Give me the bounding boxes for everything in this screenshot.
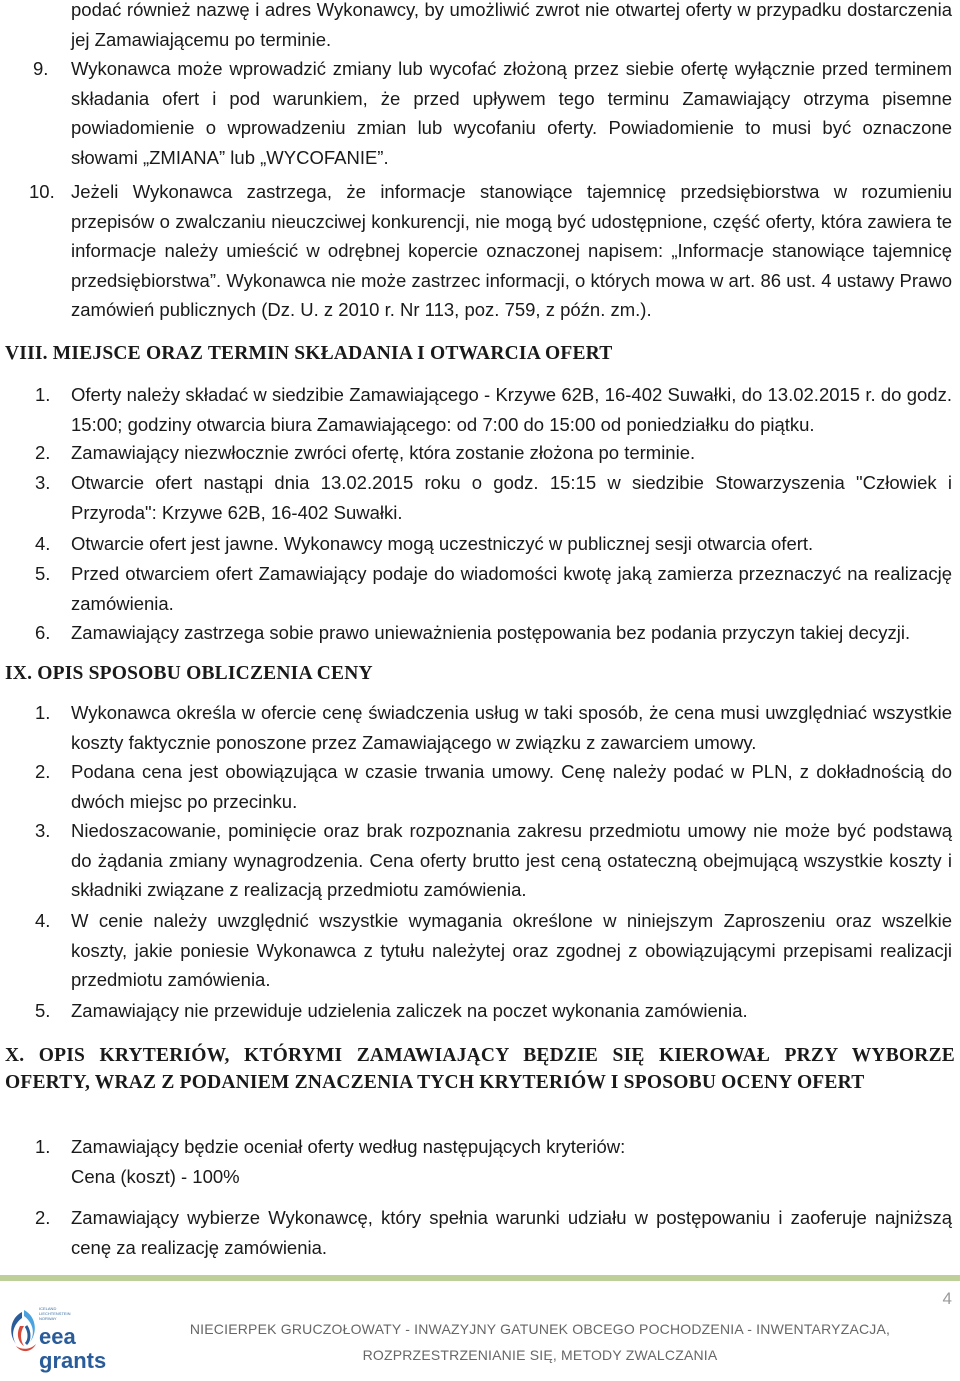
eea-grants-logo bbox=[0, 1300, 118, 1380]
list-text: Zamawiający zastrzega sobie prawo unieważnienia postępowania bez podania przyczyn takiej decyzji. bbox=[71, 622, 911, 643]
list-number: 5. bbox=[35, 1000, 51, 1021]
paragraph-text: podać również nazwę i adres Wykonawcy, by umożliwić zwrot nie otwartej oferty w przypadku dostarczenia jej Zamawiającemu po terminie. bbox=[71, 0, 952, 50]
list-text: Wykonawca określa w ofercie cenę świadczenia usług w taki sposób, że cena musi uwzględniać wszystkie koszty faktycznie ponoszone przez Zamawiającego w związku z zawarciem umowy. bbox=[71, 702, 952, 753]
list-text: Otwarcie ofert nastąpi dnia 13.02.2015 roku o godz. 15:15 w siedzibie Stowarzyszenia "Człowiek i Przyroda": Krzywe 62B, 16-402 Suwałki. bbox=[71, 472, 952, 523]
section-heading-ix: IX. OPIS SPOSOBU OBLICZENIA CENY bbox=[5, 663, 373, 684]
footer-project-title-line2: ROZPRZESTRZENIANIE SIĘ, METODY ZWALCZANIA bbox=[362, 1347, 718, 1363]
list-number: 5. bbox=[35, 563, 51, 584]
list-number: 3. bbox=[35, 820, 51, 841]
list-text: Zamawiający nie przewiduje udzielenia zaliczek na poczet wykonania zamówienia. bbox=[71, 1000, 748, 1021]
list-text: Zamawiający wybierze Wykonawcę, który spełnia warunki udziału w postępowaniu i zaoferuje najniższą cenę za realizację zamówienia. bbox=[71, 1207, 952, 1258]
list-text: Wykonawca może wprowadzić zmiany lub wycofać złożoną przez siebie ofertę wyłącznie przed terminem składania ofert i pod warunkiem, że przed upływem tego terminu Zamawiający otrzyma pisemne powiadomienie o wprowadzeniu zmian lub wycofaniu oferty. Powiadomienie to musi być oznaczone słowami „ZMIANA” lub „WYCOFANIE”. bbox=[71, 58, 952, 168]
list-number: 2. bbox=[35, 442, 51, 463]
list-number: 1. bbox=[35, 384, 51, 405]
footer-divider bbox=[0, 1275, 960, 1281]
list-number: 6. bbox=[35, 622, 51, 643]
criterion-line: Cena (koszt) - 100% bbox=[71, 1166, 240, 1187]
list-text: Przed otwarciem ofert Zamawiający podaje do wiadomości kwotę jaką zamierza przeznaczyć na realizację zamówienia. bbox=[71, 563, 952, 614]
list-number: 4. bbox=[35, 533, 51, 554]
list-text: Zamawiający będzie oceniał oferty według następujących kryteriów: bbox=[71, 1136, 626, 1157]
list-number: 4. bbox=[35, 910, 51, 931]
list-text: Niedoszacowanie, pominięcie oraz brak rozpoznania zakresu przedmiotu umowy nie może być podstawą do żądania zmiany wynagrodzenia. Cena oferty brutto jest ceną ostateczną obejmującą wszystkie koszty i składniki związane z realizacją przedmiotu zamówienia. bbox=[71, 820, 952, 900]
logo-country-list: ICELAND LIECHTENSTEIN NORWAY bbox=[39, 1306, 71, 1321]
logo-word-grants: grants bbox=[39, 1348, 107, 1373]
list-number: 1. bbox=[35, 1136, 51, 1157]
list-number: 1. bbox=[35, 702, 51, 723]
logo-word-eea: eea bbox=[39, 1324, 76, 1349]
list-text: Zamawiający niezwłocznie zwróci ofertę, która zostanie złożona po terminie. bbox=[71, 442, 696, 463]
list-number: 3. bbox=[35, 472, 51, 493]
list-text: Oferty należy składać w siedzibie Zamawiającego - Krzywe 62B, 16-402 Suwałki, do 13.02.2015 r. do godz. 15:00; godziny otwarcia biura Zamawiającego: od 7:00 do 15:00 od poniedziałku do piątku. bbox=[71, 384, 952, 435]
footer-project-title-line1: NIECIERPEK GRUCZOŁOWATY - INWAZYJNY GATUNEK OBCEGO POCHODZENIA - INWENTARYZACJA, bbox=[189, 1321, 891, 1337]
list-number: 2. bbox=[35, 1207, 51, 1228]
list-number: 2. bbox=[35, 761, 51, 782]
section-heading-x: X. OPIS KRYTERIÓW, KTÓRYMI ZAMAWIAJĄCY BĘDZIE SIĘ KIEROWAŁ PRZY WYBORZE OFERTY, WRAZ Z PODANIEM ZNACZENIA TYCH KRYTERIÓW I SPOSOBU OCENY OFERT bbox=[5, 1045, 955, 1093]
section-heading-viii: VIII. MIEJSCE ORAZ TERMIN SKŁADANIA I OTWARCIA OFERT bbox=[5, 343, 613, 364]
page-number: 4 bbox=[942, 1289, 952, 1308]
list-text: Jeżeli Wykonawca zastrzega, że informacje stanowiące tajemnicę przedsiębiorstwa w rozumieniu przepisów o zwalczaniu nieuczciwej konkurencji, nie mogą być udostępnione, część oferty, która zawiera te informacje należy umieścić w odrębnej kopercie oznaczonej napisem: „Informacje stanowiące tajemnicę przedsiębiorstwa”. Wykonawca nie może zastrzec informacji, o których mowa w art. 86 ust. 4 ustawy Prawo zamówień publicznych (Dz. U. z 2010 r. Nr 113, poz. 759, z późn. zm.). bbox=[71, 181, 952, 320]
list-number: 9. bbox=[33, 58, 49, 79]
eea-grants-logo-icon bbox=[2, 1304, 42, 1376]
list-number: 10. bbox=[29, 181, 55, 202]
list-text: Otwarcie ofert jest jawne. Wykonawcy mogą uczestniczyć w publicznej sesji otwarcia ofert. bbox=[71, 533, 814, 554]
list-text: Podana cena jest obowiązująca w czasie trwania umowy. Cenę należy podać w PLN, z dokładnością do dwóch miejsc po przecinku. bbox=[71, 761, 952, 812]
list-text: W cenie należy uwzględnić wszystkie wymagania określone w niniejszym Zaproszeniu oraz wszelkie koszty, jakie poniesie Wykonawca z tytułu należytej oraz zgodnej z obowiązującymi przepisami realizacji przedmiotu zamówienia. bbox=[71, 910, 952, 990]
